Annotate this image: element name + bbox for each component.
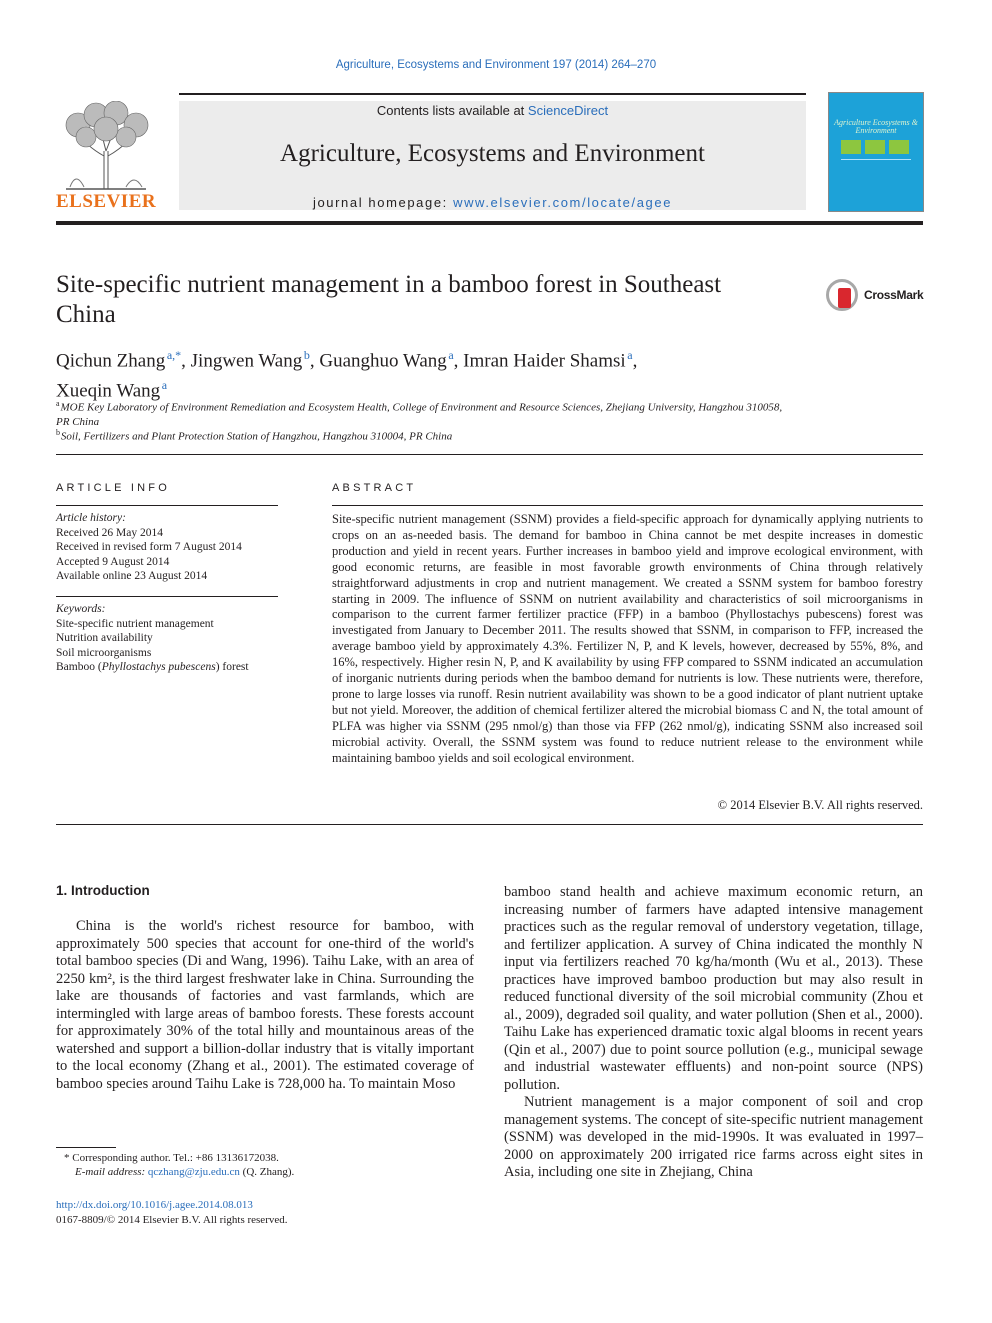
author-name[interactable]: Imran Haider Shamsi [463,350,626,372]
keywords-rule [56,596,278,597]
keywords-label: Keywords: [56,603,106,615]
intro-heading: 1. Introduction [56,883,150,898]
author-affiliation-mark[interactable]: a,* [166,348,182,362]
intro-paragraph: bamboo stand health and achieve maximum economic return, an increasing number of farmers have adapted intensive management practices such as the regular removal of understory vegetation, tillage, and fertilizer application. A survey of China indicated the monthly N input via fertilizers reached 70 kg/ha/month (Wu et al., 2013). These practices have improved bamboo production but may also result in reduced functional diversity of the soil microbial community (Zhou et al., 2009), degraded soil quality, and water pollution (Shen et al., 2000). Taihu Lake has experienced dramatic toxic algal blooms in recent years (Qin et al., 2007) due to point source pollution (e.g., municipal sewage and industrial wastewater effluents) and non-point source (NPS) pollution. [504,884,923,1093]
contents-prefix: Contents lists available at [376,103,528,118]
homepage-link[interactable]: www.elsevier.com/locate/agee [453,195,673,210]
history-item: Available online 23 August 2014 [56,570,208,582]
history-item: Accepted 9 August 2014 [56,555,170,568]
crossmark-icon [826,279,858,311]
article-title [56,270,796,330]
issn-line: 0167-8809/© 2014 Elsevier B.V. All rights reserved. [56,1214,288,1226]
abstract-text: Site-specific nutrient management (SSNM) provides a field-specific approach for dynamically applying nutrients to crops on an as-needed basis. The demand for bamboo in China cannot be met despite increases in domestic production and yield in recent years. Further increases in bamboo yield and improve ecological environment, with good economic returns, are feasible in most favorable growth environments of China through relatively straightforward adjustments in crop and nutrient management. We created a SSNM system for bamboo forestry starting in 2009. The influence of SSNM on nutrient availability and characteristics of soil microorganisms in comparison to the current farmer fertilizer practice (FFP) in a bamboo (Phyllostachys pubescens) forest was investigated from January to December 2011. The results showed that SSNM, in comparison to FFP, increased the average bamboo yield by approximately 4.3%. Fertilizer N, P, and K levels, however, decreased by 55%, 8%, and 16%, respectively. Higher resin N, P, and K availability by using FFP compared to SSNM indicated an accumulation of inorganic nutrients during periods when the bamboo demand for nutrients is low. These nutrients were, therefore, prone to large losses via runoff. Resin nutrient availability was shown to be a good indicator of plant nutrient uptake but not yield. Moreover, the addition of chemical fertilizer altered the microbial biomass C and N, the total amount of PLFA was higher via SSNM (295 nmol/g) than those via FFP (262 nmol/g), indicating SSNM also increased soil microbial activity. Overall, the SSNM system was found to reduce nutrient release to the environment while maintaining bamboo yields and soil ecological environment. [332,512,923,765]
author-affiliation-mark[interactable]: b [303,348,310,362]
email-label: E-mail address: [75,1166,148,1178]
affiliation-rule [56,454,923,455]
abstract-copyright: © 2014 Elsevier B.V. All rights reserved. [717,798,923,812]
keyword-item: Nutrition availability [56,632,153,644]
abstract-heading: ABSTRACT [332,482,417,494]
history-item: Received in revised form 7 August 2014 [56,541,242,553]
abstract-bottom-rule [56,824,923,825]
elsevier-logo[interactable] [56,101,156,213]
title-line-1: Site-specific nutrient management in a bamboo forest in Southeast [56,271,722,298]
keyword-species: Phyllostachys pubescens [101,661,216,673]
doi-link[interactable]: http://dx.doi.org/10.1016/j.agee.2014.08.013 [56,1199,253,1211]
history-item: Received 26 May 2014 [56,526,163,539]
article-history [56,511,286,584]
keyword-text: ) forest [215,661,249,673]
affiliation-text: Soil, Fertilizers and Plant Protection Station of Hangzhou, Hangzhou 310004, PR China [60,430,453,443]
affiliation-mark: b [56,428,60,437]
author-name[interactable]: Xueqin Wang [56,380,161,402]
journal-cover-thumbnail[interactable] [828,92,924,212]
sciencedirect-link[interactable]: ScienceDirect [527,103,609,118]
journal-homepage [179,195,806,210]
cover-image-strip [841,140,911,154]
cover-title: Agriculture Ecosystems & Environment [834,118,918,135]
author-affiliation-mark[interactable]: a [627,348,633,362]
author-affiliation-mark[interactable]: a [448,348,454,362]
abstract-rule [332,505,923,506]
crossmark-badge[interactable] [826,279,926,315]
intro-left-column [56,918,474,1093]
journal-citation[interactable]: Agriculture, Ecosystems and Environment 197 (2014) 264–270 [335,59,657,71]
article-info-rule [56,505,278,506]
keyword-text: Bamboo ( [56,661,102,673]
cover-divider [841,159,911,160]
elsevier-wordmark: ELSEVIER [56,191,157,212]
contents-line [179,103,806,118]
corresponding-author-note: * Corresponding author. Tel.: +86 13136172038. [64,1152,279,1164]
keyword-item: Soil microorganisms [56,646,152,659]
keyword-item [56,660,286,675]
header-top-rule [179,93,806,95]
header-bottom-rule [56,221,923,225]
keywords [56,602,286,675]
author-name[interactable]: Guanghuo Wang [319,350,447,372]
title-line-2: China [56,301,116,328]
intro-paragraph: China is the world's richest resource for bamboo, with approximately 500 species that account for one-third of the world's total bamboo species (Di and Wang, 1996). Taihu Lake, with an area of 2250 km², is the third largest freshwater lake in China. Surrounding the lake are thousands of factories and vast farmlands, which are intermingled with large areas of bamboo forests. These forests account for approximately 30% of the total hilly and mountainous areas of the watershed and support a billion-dollar industry that is vitally important to the local economy (Zhang et al., 2001). The estimated coverage of bamboo species around Taihu Lake is 728,000 ha. To maintain Moso [56,918,474,1092]
affiliation-a [56,397,796,429]
journal-title: Agriculture, Ecosystems and Environment [280,140,705,167]
affiliation-mark: a [56,399,60,408]
footnote-rule [56,1147,116,1148]
email-suffix: (Q. Zhang). [239,1166,295,1178]
homepage-prefix: journal homepage: [312,195,454,210]
author-name[interactable]: Qichun Zhang [56,350,166,372]
affiliation-b [56,426,796,444]
email-note [75,1165,294,1179]
author-list: Qichun Zhang $^{a,*}$, Jingwen Wang $^b$, Guanghuo Wang $^a$, Imran Haider Shamsi $^a$, Xueqin Wang $^a$ [56,348,638,402]
affiliation-text: MOE Key Laboratory of Environment Remediation and Ecosystem Health, College of Environment and Resource Sciences, Zhejiang University, Hangzhou 310058, PR China [56,401,783,428]
history-label: Article history: [56,512,126,524]
author-name[interactable]: Jingwen Wang [190,350,303,372]
author-affiliation-mark[interactable]: a [161,378,168,393]
keyword-item: Site-specific nutrient management [56,617,214,630]
article-info-heading: ARTICLE INFO [56,482,170,494]
tree-icon [56,101,156,191]
intro-right-column [504,884,923,1182]
email-link[interactable]: qczhang@zju.edu.cn [147,1166,240,1178]
intro-paragraph: Nutrient management is a major component of soil and crop management systems. The concept of site-specific nutrient management (SSNM) was developed in the mid-1990s. It was evaluated in 1997–2000 on approximately 200 irrigated rice farms across eight sites in Asia, including one site in Zhejiang, China [504,1094,923,1180]
crossmark-label: CrossMark [864,288,924,302]
